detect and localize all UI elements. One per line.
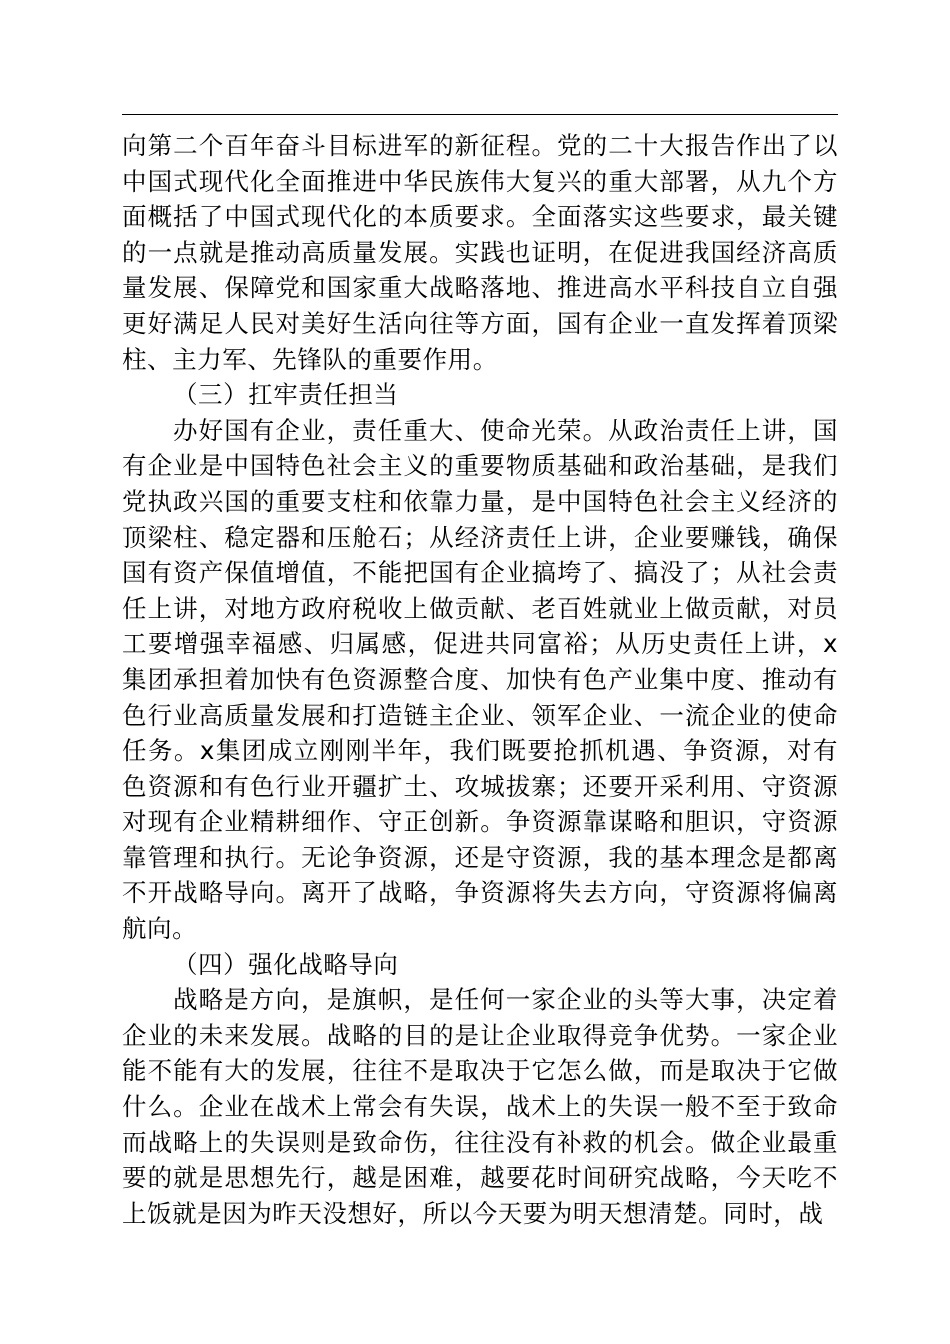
paragraph-continuation: 向第二个百年奋斗目标进军的新征程。党的二十大报告作出了以中国式现代化全面推进中华民族伟大复兴的重大部署，从九个方面概括了中国式现代化的本质要求。全面落实这些要求，最关键的一点就是推动高质量发展。实践也证明，在促进我国经济高质量发展、保障党和国家重大战略落地、推进高水平科技自立自强更好满足人民对美好生活向往等方面，国有企业一直发挥着顶梁柱、主力军、先锋队的重要作用。	[122, 131, 838, 374]
header-rule	[122, 114, 838, 115]
paragraph-strategy: 战略是方向，是旗帜，是任何一家企业的头等大事，决定着企业的未来发展。战略的目的是让企业取得竞争优势。一家企业能不能有大的发展，往往不是取决于它怎么做，而是取决于它做什么。企业在战术上常会有失误，战术上的失误一般不至于致命而战略上的失误则是致命伤，往往没有补救的机会。做企业最重要的就是思想先行，越是困难，越要花时间研究战略，今天吃不上饭就是因为昨天没想好，所以今天要为明天想清楚。同时，战	[122, 985, 838, 1228]
paragraph-responsibility: 办好国有企业，责任重大、使命光荣。从政治责任上讲，国有企业是中国特色社会主义的重要物质基础和政治基础，是我们党执政兴国的重要支柱和依靠力量，是中国特色社会主义经济的顶梁柱、稳定器和压舱石；从经济责任上讲，企业要赚钱，确保国有资产保值增值，不能把国有企业搞垮了、搞没了；从社会责任上讲，对地方政府税收上做贡献、老百姓就业上做贡献，对员工要增强幸福感、归属感，促进共同富裕；从历史责任上讲，x集团承担着加快有色资源整合度、加快有色产业集中度、推动有色行业高质量发展和打造链主企业、领军企业、一流企业的使命任务。x集团成立刚刚半年，我们既要抢抓机遇、争资源，对有色资源和有色行业开疆扩土、攻城拔寨；还要开采利用、守资源对现有企业精耕细作、守正创新。争资源靠谋略和胆识，守资源靠管理和执行。无论争资源，还是守资源，我的基本理念是都离不开战略导向。离开了战略，争资源将失去方向，守资源将偏离航向。	[122, 415, 838, 944]
document-body	[122, 128, 838, 1231]
section-heading-3: （三）扛牢责任担当	[173, 380, 399, 410]
section-heading-4: （四）强化战略导向	[173, 949, 399, 979]
